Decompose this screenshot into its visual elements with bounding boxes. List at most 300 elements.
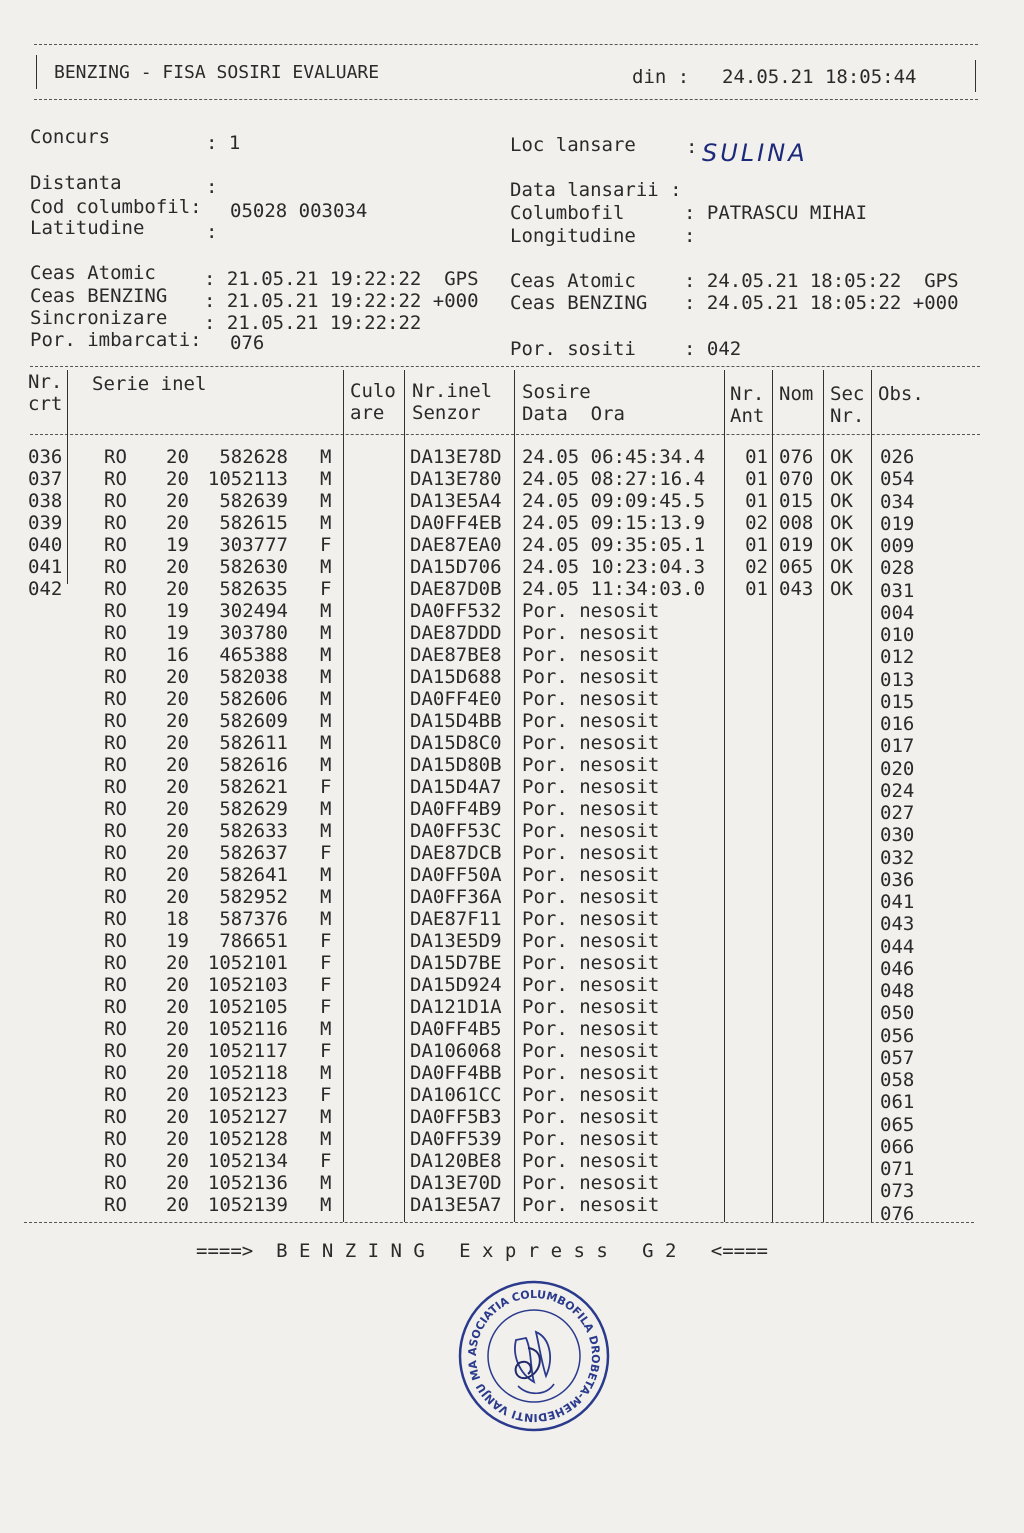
cell-sensor: DA15D4A7 bbox=[410, 776, 502, 798]
cell-obs: 048 bbox=[880, 980, 915, 1002]
cell-obs: 019 bbox=[880, 512, 915, 535]
cell-year: 20 bbox=[166, 1062, 189, 1084]
cell-country: RO bbox=[104, 1084, 127, 1106]
cell-sex: M bbox=[320, 1128, 332, 1150]
cell-obs: 036 bbox=[880, 868, 915, 891]
cell-ring: 582611 bbox=[219, 732, 288, 754]
cell-ring: 1052118 bbox=[207, 1062, 288, 1084]
cell-obs: 054 bbox=[880, 468, 915, 491]
cell-arrival: Por. nesosit bbox=[522, 1106, 660, 1128]
cell-country: RO bbox=[104, 776, 127, 798]
header-left-border bbox=[36, 55, 37, 89]
cell-sex: M bbox=[320, 622, 332, 644]
cell-sensor: DA15D80B bbox=[410, 754, 502, 776]
cell-country: RO bbox=[104, 512, 127, 534]
longitudine-label: Longitudine bbox=[510, 225, 636, 247]
cell-obs: 050 bbox=[880, 1002, 915, 1025]
cell-year: 20 bbox=[166, 1194, 189, 1216]
sincronizare-value: : 21.05.21 19:22:22 bbox=[204, 312, 422, 334]
cell-sex: F bbox=[320, 974, 332, 996]
cell-nom: 008 bbox=[779, 512, 814, 534]
table-row bbox=[0, 556, 1024, 578]
sincronizare-label: Sincronizare bbox=[30, 307, 168, 329]
cell-sex: F bbox=[320, 842, 332, 864]
cell-country: RO bbox=[104, 930, 127, 952]
col-header-ant: Ant bbox=[730, 405, 765, 427]
table-top-border bbox=[30, 366, 980, 367]
cell-ring: 582635 bbox=[219, 578, 288, 600]
footer-banner: ====> B E N Z I N G E x p r e s s G 2 <==== bbox=[196, 1240, 768, 1262]
cell-country: RO bbox=[104, 754, 127, 776]
cell-country: RO bbox=[104, 1062, 127, 1084]
cell-obs: 057 bbox=[880, 1046, 915, 1069]
cell-ring: 582630 bbox=[219, 556, 288, 578]
cell-ant: 02 bbox=[745, 556, 768, 578]
table-row bbox=[0, 688, 1024, 713]
cell-sensor: DAE87F11 bbox=[410, 908, 502, 930]
col-header-serie-inel: Serie inel bbox=[92, 373, 207, 395]
cell-obs: 041 bbox=[880, 891, 915, 913]
table-row bbox=[0, 776, 1024, 802]
cell-arrival: Por. nesosit bbox=[522, 754, 660, 776]
document-title: BENZING - FISA SOSIRI EVALUARE bbox=[54, 62, 380, 83]
cell-country: RO bbox=[104, 556, 127, 578]
cell-year: 20 bbox=[166, 1018, 189, 1040]
cell-year: 20 bbox=[166, 842, 189, 864]
table-bottom-border bbox=[24, 1222, 974, 1223]
cell-ring: 465388 bbox=[219, 644, 288, 666]
cell-arrival: 24.05 09:35:05.1 bbox=[522, 534, 706, 556]
cell-sex: M bbox=[320, 886, 332, 908]
cell-arrival: Por. nesosit bbox=[522, 864, 660, 886]
cell-arrival: Por. nesosit bbox=[522, 908, 660, 930]
cell-ring: 582637 bbox=[219, 842, 288, 864]
cell-arrival: Por. nesosit bbox=[522, 886, 660, 908]
cell-sex: M bbox=[320, 820, 332, 842]
cell-sex: M bbox=[320, 798, 332, 820]
cell-obs: 009 bbox=[880, 535, 915, 557]
cell-arrival: Por. nesosit bbox=[522, 1018, 660, 1040]
imbarcati-value: 076 bbox=[230, 332, 265, 354]
cell-sec: OK bbox=[830, 578, 853, 600]
cell-arrival: Por. nesosit bbox=[522, 1150, 660, 1172]
cell-obs: 027 bbox=[880, 802, 915, 824]
cell-ring: 582633 bbox=[219, 820, 288, 842]
cell-arrival: 24.05 11:34:03.0 bbox=[522, 578, 706, 600]
cell-obs: 010 bbox=[880, 624, 915, 646]
cell-sensor: DA0FF36A bbox=[410, 886, 502, 908]
cell-year: 20 bbox=[166, 468, 189, 490]
cell-country: RO bbox=[104, 886, 127, 908]
table-row bbox=[0, 600, 1024, 622]
cell-arrival: 24.05 06:45:34.4 bbox=[522, 446, 706, 468]
cell-obs: 046 bbox=[880, 957, 915, 980]
cell-year: 19 bbox=[166, 930, 189, 952]
cell-sex: F bbox=[320, 930, 332, 952]
cell-year: 20 bbox=[166, 996, 189, 1018]
cell-year: 20 bbox=[166, 1150, 189, 1172]
cell-sex: F bbox=[320, 952, 332, 974]
cell-ring: 582629 bbox=[219, 798, 288, 820]
col-header-nr-ant: Nr. bbox=[730, 383, 765, 405]
ceas-benzing-end-value: : 24.05.21 18:05:22 +000 bbox=[684, 292, 959, 314]
table-row bbox=[0, 578, 1024, 600]
cell-ring: 582639 bbox=[219, 490, 288, 512]
cell-country: RO bbox=[104, 908, 127, 930]
cell-sensor: DA0FF532 bbox=[410, 600, 502, 622]
cell-sex: M bbox=[320, 1172, 332, 1194]
columbofil-label: Columbofil bbox=[510, 202, 625, 224]
cell-sec: OK bbox=[830, 446, 853, 468]
col-header-nom: Nom bbox=[779, 383, 814, 405]
cell-year: 20 bbox=[166, 1084, 189, 1106]
cell-year: 20 bbox=[166, 490, 189, 512]
cell-year: 19 bbox=[166, 534, 189, 556]
cell-sensor: DA0FF53C bbox=[410, 820, 502, 842]
cell-ring: 303777 bbox=[219, 534, 288, 556]
cell-arrival: Por. nesosit bbox=[522, 1062, 660, 1084]
table-row bbox=[0, 820, 1024, 847]
cell-country: RO bbox=[104, 468, 127, 490]
cell-nom: 043 bbox=[779, 578, 814, 600]
cell-nom: 070 bbox=[779, 468, 814, 490]
table-row bbox=[0, 732, 1024, 758]
cell-sensor: DA13E780 bbox=[410, 468, 502, 490]
cell-nom: 076 bbox=[779, 446, 814, 468]
cell-year: 20 bbox=[166, 864, 189, 886]
cell-sensor: DA15D8C0 bbox=[410, 732, 502, 754]
ceas-benzing-start-value: : 21.05.21 19:22:22 +000 bbox=[204, 290, 479, 312]
cell-crt: 036 bbox=[28, 446, 63, 468]
cell-ant: 02 bbox=[745, 512, 768, 534]
cell-obs: 061 bbox=[880, 1091, 915, 1114]
pigeon-seal-icon bbox=[456, 1278, 612, 1434]
cell-crt: 041 bbox=[28, 556, 63, 578]
cell-ring: 582606 bbox=[219, 688, 288, 710]
cell-sensor: DA1061CC bbox=[410, 1084, 502, 1106]
cell-country: RO bbox=[104, 864, 127, 886]
cell-crt: 040 bbox=[28, 534, 63, 556]
cell-sex: M bbox=[320, 490, 332, 512]
col-header-obs: Obs. bbox=[878, 383, 924, 405]
ceas-benzing-end-label: Ceas BENZING bbox=[510, 292, 648, 314]
cell-ring: 1052136 bbox=[207, 1172, 288, 1194]
cell-arrival: Por. nesosit bbox=[522, 952, 660, 974]
cell-sensor: DA13E5A7 bbox=[410, 1194, 502, 1216]
latitudine-label: Latitudine bbox=[30, 217, 145, 239]
cell-arrival: Por. nesosit bbox=[522, 644, 660, 666]
cell-country: RO bbox=[104, 710, 127, 732]
cell-year: 18 bbox=[166, 908, 189, 930]
cell-year: 20 bbox=[166, 710, 189, 732]
cell-obs: 044 bbox=[880, 935, 915, 958]
cell-country: RO bbox=[104, 798, 127, 820]
cell-obs: 030 bbox=[880, 824, 915, 847]
cell-year: 20 bbox=[166, 512, 189, 534]
table-row bbox=[0, 798, 1024, 824]
table-row bbox=[0, 908, 1024, 936]
cell-obs: 016 bbox=[880, 713, 915, 735]
cell-sensor: DA0FF4EB bbox=[410, 512, 502, 534]
col-header-sosire: Sosire bbox=[522, 381, 591, 403]
cell-sex: F bbox=[320, 578, 332, 600]
cell-arrival: 24.05 09:09:45.5 bbox=[522, 490, 706, 512]
cell-country: RO bbox=[104, 1040, 127, 1062]
cell-ring: 582609 bbox=[219, 710, 288, 732]
cell-sex: M bbox=[320, 1018, 332, 1040]
cell-arrival: Por. nesosit bbox=[522, 820, 660, 842]
ceas-atomic-start-label: Ceas Atomic bbox=[30, 262, 156, 284]
data-lansarii-label: Data lansarii : bbox=[510, 179, 682, 201]
cell-crt: 038 bbox=[28, 490, 63, 512]
cell-ring: 1052123 bbox=[207, 1084, 288, 1106]
cell-ring: 1052101 bbox=[207, 952, 288, 974]
cell-arrival: Por. nesosit bbox=[522, 1172, 660, 1194]
cell-sensor: DA0FF4B9 bbox=[410, 798, 502, 820]
cell-sec: OK bbox=[830, 490, 853, 512]
table-row bbox=[0, 930, 1024, 958]
cell-ring: 1052113 bbox=[207, 468, 288, 490]
cell-sensor: DA121D1A bbox=[410, 996, 502, 1018]
concurs-value: : 1 bbox=[206, 132, 241, 154]
cell-year: 20 bbox=[166, 1040, 189, 1062]
table-row bbox=[0, 468, 1024, 490]
cell-ring: 582616 bbox=[219, 754, 288, 776]
cell-ring: 1052116 bbox=[207, 1018, 288, 1040]
cell-year: 16 bbox=[166, 644, 189, 666]
cod-columbofil-label: Cod columbofil: bbox=[30, 196, 202, 218]
cell-ring: 582621 bbox=[219, 776, 288, 798]
sositi-value: : 042 bbox=[684, 338, 742, 360]
loc-lansare-handwritten: SULINA bbox=[702, 139, 808, 167]
cell-ring: 786651 bbox=[219, 930, 288, 952]
cell-sex: M bbox=[320, 512, 332, 534]
cell-ant: 01 bbox=[745, 578, 768, 600]
cell-sensor: DAE87BE8 bbox=[410, 644, 502, 666]
cell-obs: 028 bbox=[880, 557, 915, 580]
longitudine-value: : bbox=[684, 225, 696, 247]
cell-sex: F bbox=[320, 1040, 332, 1062]
cell-country: RO bbox=[104, 666, 127, 688]
cell-arrival: Por. nesosit bbox=[522, 622, 660, 644]
cell-crt: 042 bbox=[28, 578, 63, 600]
cell-obs: 026 bbox=[880, 446, 915, 468]
cell-nom: 065 bbox=[779, 556, 814, 578]
cell-obs: 017 bbox=[880, 735, 915, 758]
cell-country: RO bbox=[104, 820, 127, 842]
cell-sensor: DA0FF4E0 bbox=[410, 688, 502, 710]
cell-arrival: Por. nesosit bbox=[522, 974, 660, 996]
cell-ring: 587376 bbox=[219, 908, 288, 930]
table-row bbox=[0, 842, 1024, 869]
cell-ring: 1052134 bbox=[207, 1150, 288, 1172]
cell-sensor: DA120BE8 bbox=[410, 1150, 502, 1172]
cell-ring: 302494 bbox=[219, 600, 288, 622]
cell-arrival: 24.05 08:27:16.4 bbox=[522, 468, 706, 490]
cell-year: 20 bbox=[166, 754, 189, 776]
table-row bbox=[0, 1128, 1024, 1158]
cell-sec: OK bbox=[830, 468, 853, 490]
cell-sec: OK bbox=[830, 512, 853, 534]
cell-sex: M bbox=[320, 644, 332, 666]
cell-sex: M bbox=[320, 710, 332, 732]
table-row bbox=[0, 1172, 1024, 1203]
cell-sensor: DAE87D0B bbox=[410, 578, 502, 600]
col-header-nr-inel: Nr.inel bbox=[412, 380, 493, 402]
cell-year: 19 bbox=[166, 600, 189, 622]
cell-year: 20 bbox=[166, 556, 189, 578]
cell-obs: 015 bbox=[880, 690, 915, 713]
cell-obs: 066 bbox=[880, 1135, 915, 1158]
cell-sex: M bbox=[320, 1194, 332, 1216]
cell-sex: M bbox=[320, 732, 332, 754]
cell-country: RO bbox=[104, 688, 127, 710]
cell-country: RO bbox=[104, 1128, 127, 1150]
imbarcati-label: Por. imbarcati: bbox=[30, 329, 202, 351]
cell-obs: 071 bbox=[880, 1158, 915, 1180]
header-bottom-border bbox=[34, 99, 978, 100]
cell-sec: OK bbox=[830, 534, 853, 556]
table-row bbox=[0, 886, 1024, 913]
cell-sensor: DA0FF4B5 bbox=[410, 1018, 502, 1040]
cell-arrival: Por. nesosit bbox=[522, 1194, 660, 1216]
cell-sensor: DA13E78D bbox=[410, 446, 502, 468]
cell-country: RO bbox=[104, 578, 127, 600]
cell-ring: 303780 bbox=[219, 622, 288, 644]
ceas-atomic-end-label: Ceas Atomic bbox=[510, 270, 636, 292]
cell-sec: OK bbox=[830, 556, 853, 578]
table-row bbox=[0, 864, 1024, 891]
cell-sex: M bbox=[320, 688, 332, 710]
cell-country: RO bbox=[104, 1172, 127, 1194]
cell-year: 20 bbox=[166, 952, 189, 974]
cell-country: RO bbox=[104, 1194, 127, 1216]
table-row bbox=[0, 446, 1024, 468]
cell-crt: 039 bbox=[28, 512, 63, 534]
col-header-nr-crt: Nr. bbox=[28, 371, 63, 393]
table-row bbox=[0, 1084, 1024, 1114]
cell-obs: 073 bbox=[880, 1180, 915, 1203]
columbofil-value: : PATRASCU MIHAI bbox=[684, 202, 868, 224]
cell-sex: M bbox=[320, 446, 332, 468]
cell-ring: 582615 bbox=[219, 512, 288, 534]
cell-ring: 582952 bbox=[219, 886, 288, 908]
cell-sensor: DA106068 bbox=[410, 1040, 502, 1062]
cell-sensor: DA0FF5B3 bbox=[410, 1106, 502, 1128]
cell-ring: 1052103 bbox=[207, 974, 288, 996]
table-row bbox=[0, 1040, 1024, 1069]
table-header-bottom-border bbox=[30, 434, 980, 435]
cell-arrival: 24.05 09:15:13.9 bbox=[522, 512, 706, 534]
cell-country: RO bbox=[104, 996, 127, 1018]
cell-year: 20 bbox=[166, 688, 189, 710]
table-row bbox=[0, 952, 1024, 980]
cell-arrival: Por. nesosit bbox=[522, 776, 660, 798]
cell-sensor: DA15D706 bbox=[410, 556, 502, 578]
table-row bbox=[0, 1018, 1024, 1047]
table-row bbox=[0, 1062, 1024, 1091]
cell-sensor: DA0FF539 bbox=[410, 1128, 502, 1150]
cell-year: 20 bbox=[166, 1172, 189, 1194]
cell-year: 20 bbox=[166, 1128, 189, 1150]
latitudine-value: : bbox=[206, 221, 218, 243]
cell-sex: M bbox=[320, 908, 332, 930]
report-datetime: 24.05.21 18:05:44 bbox=[722, 66, 917, 88]
cell-obs: 020 bbox=[880, 757, 915, 780]
cell-year: 20 bbox=[166, 1106, 189, 1128]
cell-year: 19 bbox=[166, 622, 189, 644]
table-row bbox=[0, 644, 1024, 669]
cell-obs: 012 bbox=[880, 646, 915, 669]
cell-ant: 01 bbox=[745, 468, 768, 490]
cell-ring: 1052127 bbox=[207, 1106, 288, 1128]
distanta-label: Distanta bbox=[30, 172, 122, 194]
cell-crt: 037 bbox=[28, 468, 63, 490]
cell-country: RO bbox=[104, 974, 127, 996]
cell-ring: 582641 bbox=[219, 864, 288, 886]
cell-arrival: Por. nesosit bbox=[522, 798, 660, 820]
cell-country: RO bbox=[104, 1106, 127, 1128]
cell-sensor: DA13E70D bbox=[410, 1172, 502, 1194]
cell-ant: 01 bbox=[745, 446, 768, 468]
table-row bbox=[0, 1150, 1024, 1180]
cell-ring: 582038 bbox=[219, 666, 288, 688]
col-header-sec: Sec bbox=[830, 383, 865, 405]
cell-obs: 058 bbox=[880, 1069, 915, 1091]
table-row bbox=[0, 974, 1024, 1002]
cell-obs: 024 bbox=[880, 779, 915, 802]
cell-sensor: DAE87DCB bbox=[410, 842, 502, 864]
cell-sensor: DA0FF4BB bbox=[410, 1062, 502, 1084]
cell-ant: 01 bbox=[745, 490, 768, 512]
cell-year: 20 bbox=[166, 666, 189, 688]
cell-country: RO bbox=[104, 622, 127, 644]
cell-sex: F bbox=[320, 1150, 332, 1172]
cell-country: RO bbox=[104, 842, 127, 864]
din-label: din : bbox=[632, 66, 690, 88]
cell-sensor: DA13E5A4 bbox=[410, 490, 502, 512]
cell-ring: 1052128 bbox=[207, 1128, 288, 1150]
cell-arrival: Por. nesosit bbox=[522, 666, 660, 688]
cell-arrival: Por. nesosit bbox=[522, 710, 660, 732]
cell-sex: F bbox=[320, 1084, 332, 1106]
col-header-culoare: Culo bbox=[350, 380, 396, 402]
cell-country: RO bbox=[104, 490, 127, 512]
cell-obs: 013 bbox=[880, 668, 915, 691]
col-header-nr-crt-2: crt bbox=[28, 393, 63, 415]
sositi-label: Por. sositi bbox=[510, 338, 636, 360]
cell-country: RO bbox=[104, 644, 127, 666]
cell-country: RO bbox=[104, 1018, 127, 1040]
table-row bbox=[0, 754, 1024, 780]
distanta-value: : bbox=[206, 176, 218, 198]
cell-obs: 065 bbox=[880, 1113, 915, 1136]
cell-sex: M bbox=[320, 600, 332, 622]
header-top-border bbox=[34, 44, 978, 45]
cell-sensor: DAE87EA0 bbox=[410, 534, 502, 556]
cell-ring: 1052105 bbox=[207, 996, 288, 1018]
col-header-data-ora: Data Ora bbox=[522, 403, 625, 425]
cell-obs: 056 bbox=[880, 1024, 915, 1047]
header-right-border bbox=[975, 60, 976, 92]
cell-arrival: Por. nesosit bbox=[522, 600, 660, 622]
col-header-sec-nr: Nr. bbox=[830, 405, 865, 427]
cell-obs: 076 bbox=[880, 1202, 915, 1225]
table-row bbox=[0, 622, 1024, 644]
cell-arrival: Por. nesosit bbox=[522, 930, 660, 952]
cell-year: 20 bbox=[166, 578, 189, 600]
table-row bbox=[0, 512, 1024, 534]
